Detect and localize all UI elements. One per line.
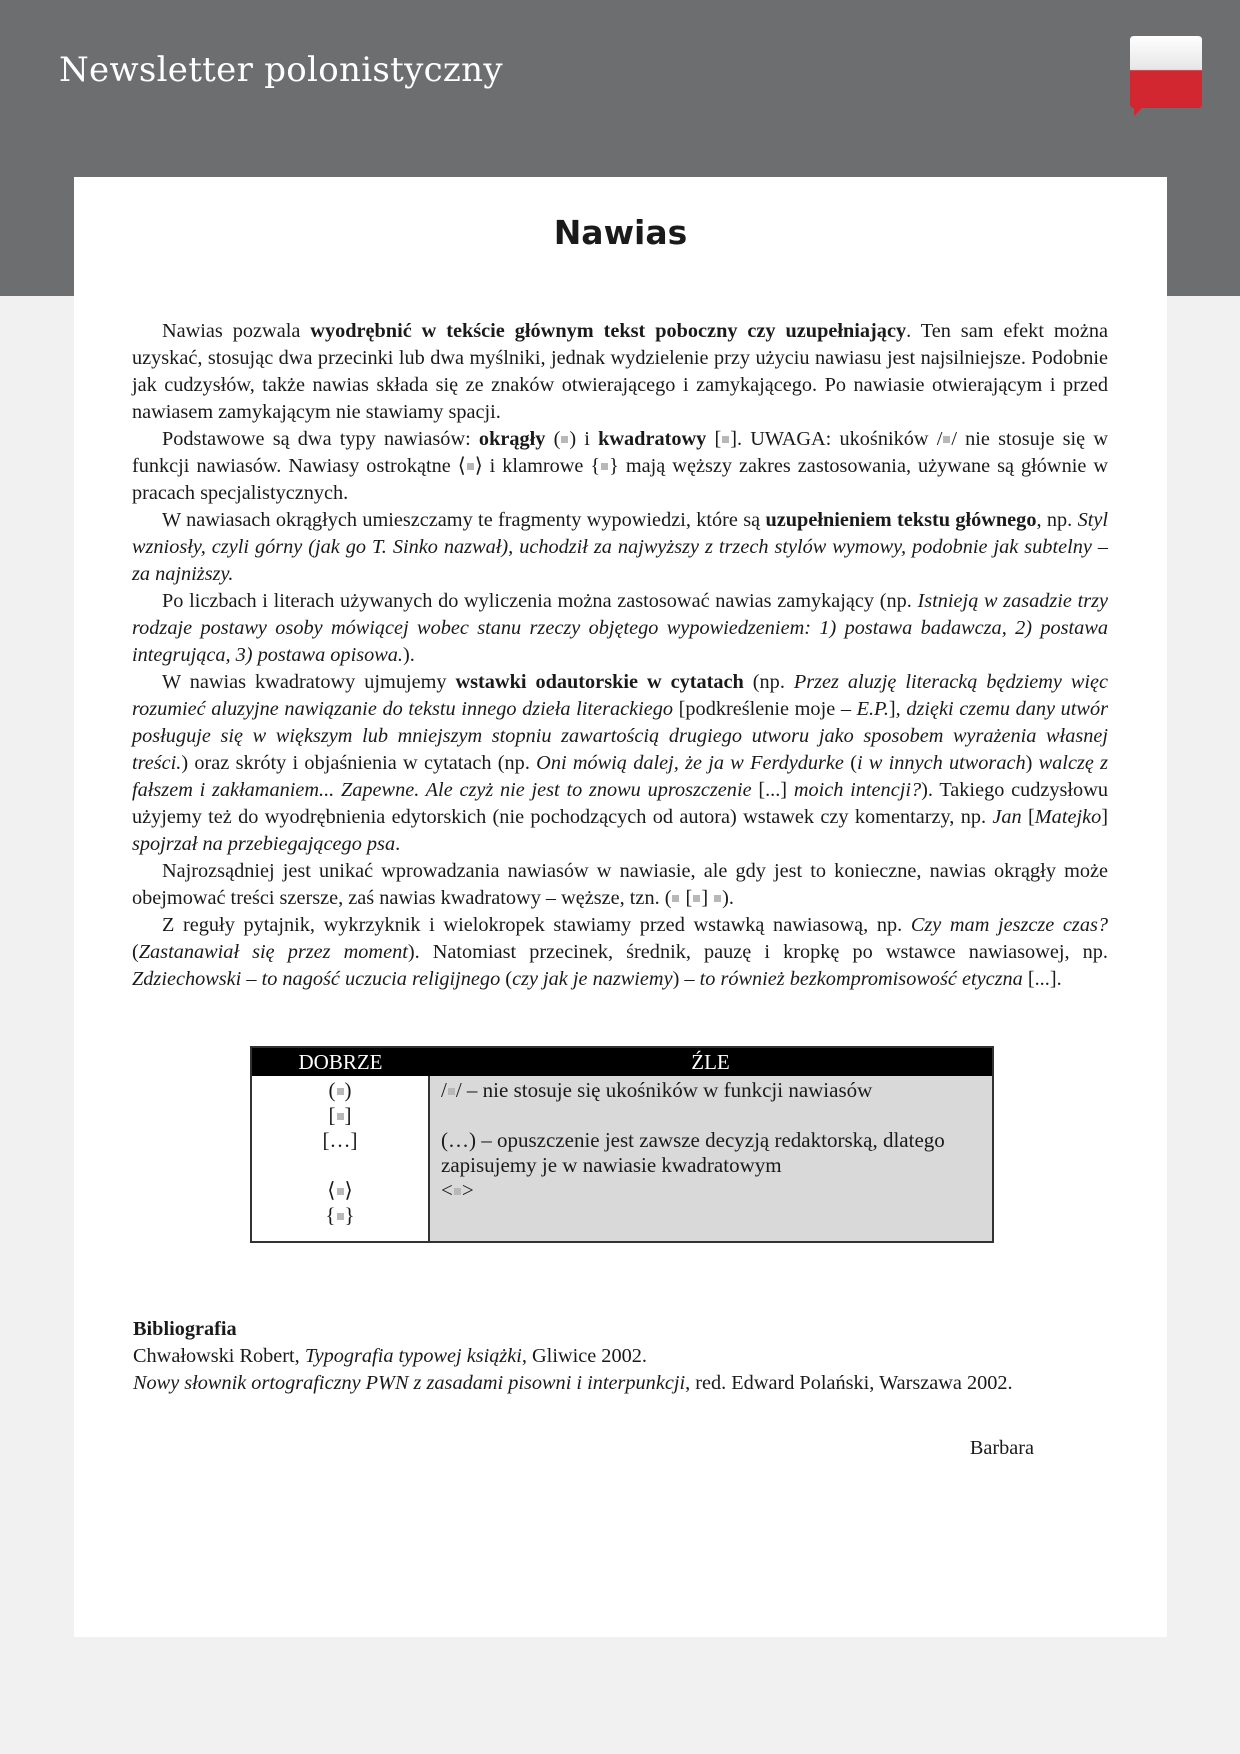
bibliography-heading: [133, 1316, 1109, 1343]
italic-run: moich intencji?: [787, 779, 922, 801]
text-run: (np.: [743, 671, 794, 693]
placeholder-square: [337, 1188, 344, 1195]
text-run: , Gliwice 2002.: [521, 1345, 647, 1367]
placeholder-square: [337, 1213, 344, 1220]
text-run: Po liczbach i literach używanych do wyliczenia można zastosować nawias zamykający (np.: [162, 590, 918, 612]
italic-run: Przez aluzję literacką będziemy więc rozumieć aluzyjne nawiązanie do tekstu innego dzieła literackiego: [132, 671, 1108, 720]
text-run: (: [850, 752, 857, 774]
bibliography-entry: [133, 1370, 1109, 1397]
bad-round-ellipsis: (…) – opuszczenie jest zawsze decyzją redaktorską, dlatego zapisujemy je w nawiasie kwadratowym: [441, 1128, 945, 1177]
text-run: .: [1056, 968, 1062, 990]
text-run: ).: [722, 887, 734, 909]
text-run: ]: [1101, 806, 1108, 828]
article-body: [132, 318, 1108, 993]
italic-run: Nowy słownik ortograficzny PWN z zasadami pisowni i interpunkcji: [133, 1372, 686, 1394]
paragraph-1: [132, 318, 1108, 426]
placeholder-square: [337, 1113, 344, 1120]
spacer: [441, 1103, 982, 1128]
paragraph-5: [132, 669, 1108, 858]
header-good: DOBRZE: [298, 1050, 383, 1074]
italic-run: i w innych utworach: [856, 752, 1026, 774]
text-run: ) i: [569, 428, 599, 450]
text-run: ). Natomiast przecinek, średnik, pauzę i kropkę po wstawce nawiasowej, np.: [407, 941, 1108, 963]
good-ellipsis-brackets: […]: [322, 1128, 358, 1152]
text-run: ⟨: [327, 1178, 336, 1202]
italic-run: Jan: [992, 806, 1029, 828]
text-run: .: [395, 833, 401, 855]
text-run: /: [441, 1078, 447, 1102]
placeholder-square: [714, 895, 721, 902]
text-run: W nawias kwadratowy ujmujemy: [162, 671, 456, 693]
text-run: (: [545, 428, 561, 450]
text-run: (: [328, 1078, 336, 1102]
italic-run: Matejko: [1034, 806, 1102, 828]
italic-run: Zastanawiał się przez moment: [138, 941, 408, 963]
bibliography-entry: [133, 1343, 1109, 1370]
newsletter-title: Newsletter polonistyczny: [59, 50, 503, 90]
italic-run: spojrzał na przebiegającego psa: [132, 833, 396, 855]
text-run: [: [1028, 806, 1035, 828]
good-round-brackets: [252, 1078, 428, 1103]
good-column: [252, 1076, 430, 1241]
bold-run: Bibliografia: [133, 1318, 237, 1340]
text-run: {: [325, 1203, 336, 1227]
article-title: Nawias: [553, 213, 688, 252]
italic-run: Zdziechowski – to nagość uczucia religijnego: [132, 968, 506, 990]
italic-run: czy jak je nazwiemy: [512, 968, 673, 990]
text-run: ): [672, 968, 680, 990]
text-run: Z reguły pytajnik, wykrzyknik i wielokropek stawiamy przed wstawką nawiasową, np.: [162, 914, 911, 936]
text-run: [...]: [758, 779, 788, 801]
text-run: ).: [403, 644, 415, 666]
text-run: (: [132, 941, 139, 963]
text-run: [: [328, 1103, 336, 1127]
placeholder-square: [337, 1088, 344, 1095]
table-header-row: [252, 1048, 992, 1076]
header-bad: ŹLE: [691, 1050, 730, 1074]
bold-run: wstawki odautorskie w cytatach: [455, 671, 744, 693]
text-run: , red. Edward Polański, Warszawa 2002.: [685, 1372, 1013, 1394]
italic-run: Czy mam jeszcze czas?: [910, 914, 1108, 936]
placeholder-square: [448, 1088, 455, 1095]
text-run: ]: [888, 698, 896, 720]
italic-run: Typografia typowej książki: [304, 1345, 522, 1367]
bold-run: wyodrębnić w tekście głównym tekst poboczny czy uzupełniający: [310, 320, 907, 342]
text-run: ). Takiego cudzysłowu użyjemy też do wyodrębnienia edytorskich (nie pochodzących od autora) wstawek czy komentarzy, np.: [132, 779, 1108, 828]
text-run: Nawias pozwala: [162, 320, 311, 342]
text-run: >: [461, 1178, 474, 1202]
spacer: [252, 1153, 428, 1178]
italic-run: Styl wzniosły, czyli górny (jak go T. Sinko nazwał), uchodził za najwyższy z trzech stylów wymowy, podobnie jak subtelny – za najniższy.: [132, 509, 1108, 585]
text-run: [podkreślenie moje –: [678, 698, 857, 720]
text-run: W nawiasach okrągłych umieszczamy te fragmenty wypowiedzi, które są: [162, 509, 766, 531]
text-run: } mają węższy zakres zastosowania, używane są głównie w pracach specjalistycznych.: [132, 455, 1109, 504]
text-run: [: [680, 887, 693, 909]
text-run: }: [344, 1203, 355, 1227]
text-run: / nie stosuje się w funkcji nawiasów. Nawiasy ostrokątne ⟨: [132, 428, 1108, 477]
text-run: ]: [701, 887, 714, 909]
italic-run: , dzięki czemu dany utwór posługuje się w większym lub mniejszym stopniu zawartością drugiego utworu jako sposobem wyrażenia własnej treści.: [132, 698, 1108, 774]
bad-slashes: [441, 1078, 982, 1103]
table-body-row: [252, 1076, 992, 1241]
italic-run: E.P.: [856, 698, 889, 720]
text-run: ) oraz skróty i objaśnienia w cytatach (np.: [181, 752, 537, 774]
article-paper: [74, 177, 1167, 1637]
placeholder-square: [467, 463, 474, 470]
author-signature: Barbara: [969, 1437, 1034, 1459]
text-run: , np.: [1036, 509, 1078, 531]
paragraph-4: [132, 588, 1108, 669]
paragraph-7: [132, 912, 1108, 993]
text-run: . Ten sam efekt można uzyskać, stosując dwa przecinki lub dwa myślniki, jednak wydzielenie przy użyciu nawiasu jest najsilniejsze. Podobnie jak cudzysłów, także nawias składa się ze znaków otwierającego i zamykającego. Po nawiasie otwierającym i przed nawiasem zamykającym nie stawiamy spacji.: [132, 320, 1108, 423]
paragraph-2: [132, 426, 1108, 507]
text-run: (: [505, 968, 513, 990]
bad-less-greater: [441, 1178, 982, 1203]
good-angle-brackets: [252, 1178, 428, 1203]
placeholder-square: [722, 436, 729, 443]
text-run: <: [441, 1178, 453, 1202]
placeholder-square: [693, 895, 700, 902]
bold-run: kwadratowy: [598, 428, 707, 450]
bibliography: [133, 1316, 1109, 1397]
text-run: ⟩: [344, 1178, 353, 1202]
text-run: Podstawowe są dwa typy nawiasów:: [162, 428, 479, 450]
placeholder-square: [943, 436, 950, 443]
italic-run: Istnieją w zasadzie trzy rodzaje postawy osoby mówiącej wobec stanu rzeczy objętego wypowiedzeniem: 1) postawa badawcza, 2) postawa integrująca, 3) postawa opisowa.: [132, 590, 1108, 666]
paragraph-6: [132, 858, 1108, 912]
text-run: ]: [344, 1103, 352, 1127]
paragraph-3: [132, 507, 1108, 588]
placeholder-square: [561, 436, 568, 443]
text-run: [...]: [1027, 968, 1057, 990]
text-run: ]. UWAGA: ukośników /: [730, 428, 943, 450]
italic-run: Oni mówią dalej, że ja w Ferdydurke: [536, 752, 851, 774]
polish-flag-speech-bubble-icon: [1128, 34, 1204, 116]
bold-run: uzupełnieniem tekstu głównego: [765, 509, 1037, 531]
text-run: Najrozsądniej jest unikać wprowadzania nawiasów w nawiasie, ale gdy jest to konieczne, nawias okrągły może obejmować treści szersze, zaś nawias kwadratowy – węższe, tzn. (: [132, 860, 1108, 909]
italic-run: walczę z fałszem i zakłamaniem... Zapewne. Ale czyż nie jest to znowu uproszczenie: [132, 752, 1108, 801]
text-run: [: [706, 428, 722, 450]
bad-column: [430, 1076, 992, 1241]
text-run: ): [1025, 752, 1033, 774]
placeholder-square: [672, 895, 679, 902]
brackets-comparison-table: [250, 1046, 994, 1243]
text-run: ): [344, 1078, 352, 1102]
italic-run: – to również bezkompromisowość etyczna: [679, 968, 1028, 990]
placeholder-square: [454, 1188, 461, 1195]
bold-run: okrągły: [478, 428, 546, 450]
placeholder-square: [601, 463, 608, 470]
good-square-brackets: [252, 1103, 428, 1128]
text-run: / – nie stosuje się ukośników w funkcji nawiasów: [455, 1078, 873, 1102]
text-run: Chwałowski Robert,: [133, 1345, 305, 1367]
good-curly-brackets: [252, 1203, 428, 1228]
text-run: ⟩ i klamrowe {: [474, 455, 601, 477]
